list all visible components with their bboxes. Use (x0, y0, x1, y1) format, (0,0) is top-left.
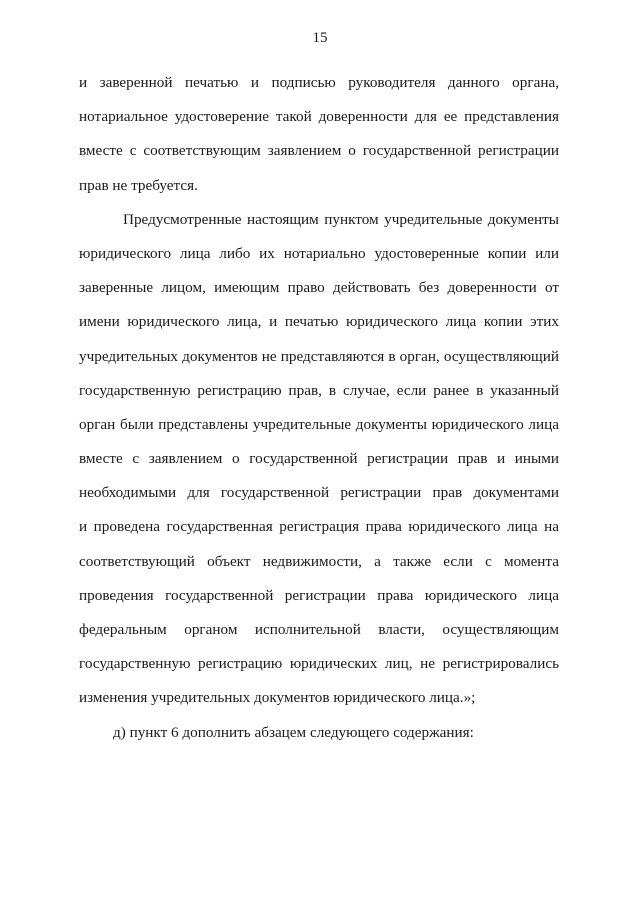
text-line: изменения учредительных документов юридического лица.»; (79, 689, 476, 707)
text-line: проведения государственной регистрации права юридического лица (79, 586, 559, 604)
text-line: нотариальное удостоверение такой доверенности для ее представления (79, 108, 559, 126)
body-text (79, 66, 559, 750)
text-line: вместе с соответствующим заявлением о государственной регистрации (79, 142, 559, 160)
paragraph-2 (79, 203, 559, 716)
text-line: государственную регистрацию юридических лиц, не регистрировались (79, 655, 559, 673)
text-line: федеральным органом исполнительной власти, осуществляющим (79, 621, 559, 638)
paragraph-1 (79, 66, 559, 203)
text-line: государственную регистрацию прав, в случае, если ранее в указанный (79, 381, 559, 399)
text-line: вместе с заявлением о государственной регистрации прав и иными (79, 450, 559, 468)
text-line: и проведена государственная регистрация права юридического лица на (79, 518, 559, 536)
text-line: необходимыми для государственной регистрации прав документами (79, 484, 559, 502)
text-line: прав не требуется. (79, 176, 198, 194)
text-line: д) пункт 6 дополнить абзацем следующего содержания: (113, 723, 474, 741)
paragraph-3 (79, 716, 559, 750)
text-line: и заверенной печатью и подписью руководителя данного органа, (79, 74, 559, 91)
text-line: Предусмотренные настоящим пунктом учредительные документы (123, 210, 559, 228)
text-line: орган были представлены учредительные документы юридического лица (79, 415, 559, 433)
page-number: 15 (312, 30, 328, 46)
text-line: соответствующий объект недвижимости, а также если с момента (79, 552, 559, 570)
text-line: юридического лица либо их нотариально удостоверенные копии или (79, 244, 559, 262)
text-line: заверенные лицом, имеющим право действовать без доверенности от (79, 279, 559, 297)
text-line: имени юридического лица, и печатью юридического лица копии этих (79, 313, 559, 331)
text-line: учредительных документов не представляются в орган, осуществляющий (79, 347, 559, 365)
